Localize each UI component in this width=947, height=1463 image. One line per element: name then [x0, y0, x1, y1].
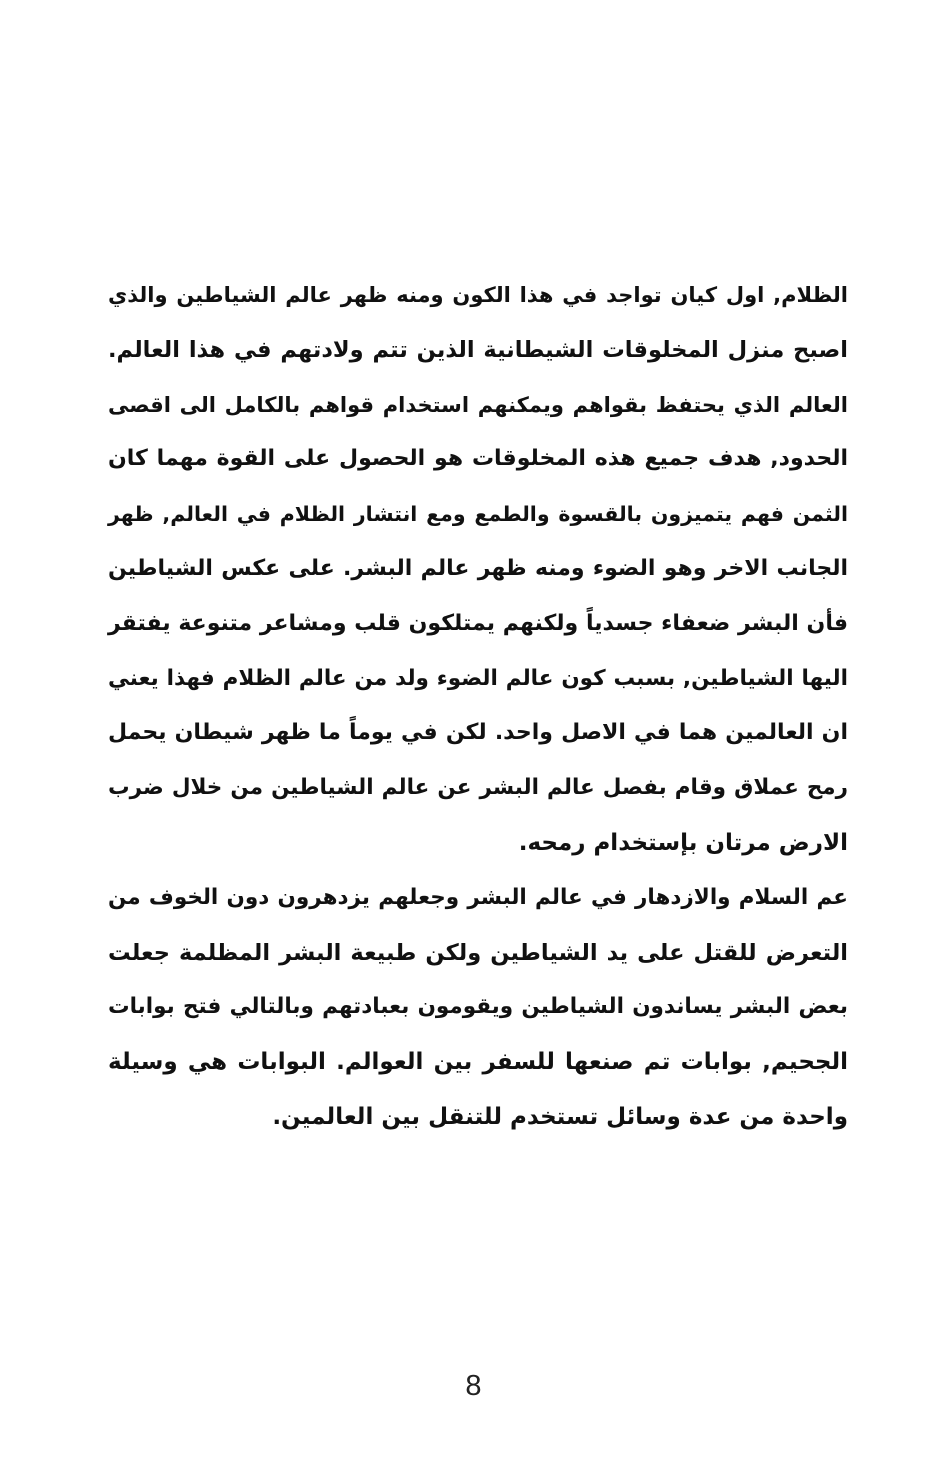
text-line: الارض مرتان بإستخدام رمحه.	[518, 829, 848, 856]
text-line: الجانب الاخر وهو الضوء ومنه ظهر عالم البشر. على عكس الشياطين	[108, 555, 848, 581]
text-line: رمح عملاق وقام بفصل عالم البشر عن عالم الشياطين من خلال ضرب	[108, 775, 848, 801]
text-line: الجحيم, بوابات تم صنعها للسفر بين العوالم. البوابات هي وسيلة	[108, 1049, 848, 1076]
text-line: بعض البشر يساندون الشياطين ويقومون بعبادتهم وبالتالي فتح بوابات	[108, 994, 848, 1020]
text-line: عم السلام والازدهار في عالم البشر وجعلهم يزدهرون دون الخوف من	[108, 884, 848, 910]
body-text	[108, 268, 848, 1145]
text-line: اليها الشياطين, بسبب كون عالم الضوء ولد من عالم الظلام فهذا يعني	[108, 665, 848, 691]
text-line: العالم الذي يحتفظ بقواهم ويمكنهم استخدام قواهم بالكامل الى اقصى	[108, 392, 848, 417]
text-line: واحدة من عدة وسائل تستخدم للتنقل بين العالمين.	[272, 1103, 848, 1130]
text-line: الحدود, هدف جميع هذه المخلوقات هو الحصول على القوة مهما كان	[108, 446, 848, 472]
text-line: فأن البشر ضعفاء جسدياً ولكنهم يمتلكون قلب ومشاعر متنوعة يفتقر	[108, 610, 848, 636]
page-number: 8	[465, 1370, 482, 1402]
paragraph-1	[108, 268, 848, 871]
text-line: الظلام, اول كيان تواجد في هذا الكون ومنه ظهر عالم الشياطين والذي	[108, 283, 848, 307]
paragraph-2	[108, 871, 848, 1145]
text-line: ان العالمين هما في الاصل واحد. لكن في يوماً ما ظهر شيطان يحمل	[108, 720, 848, 746]
text-line: اصبح منزل المخلوقات الشيطانية الذين تتم ولادتهم في هذا العالم.	[108, 336, 848, 363]
text-line: التعرض للقتل على يد الشياطين ولكن طبيعة البشر المظلمة جعلت	[108, 939, 848, 966]
text-line: الثمن فهم يتميزون بالقسوة والطمع ومع انتشار الظلام في العالم, ظهر	[108, 502, 848, 527]
